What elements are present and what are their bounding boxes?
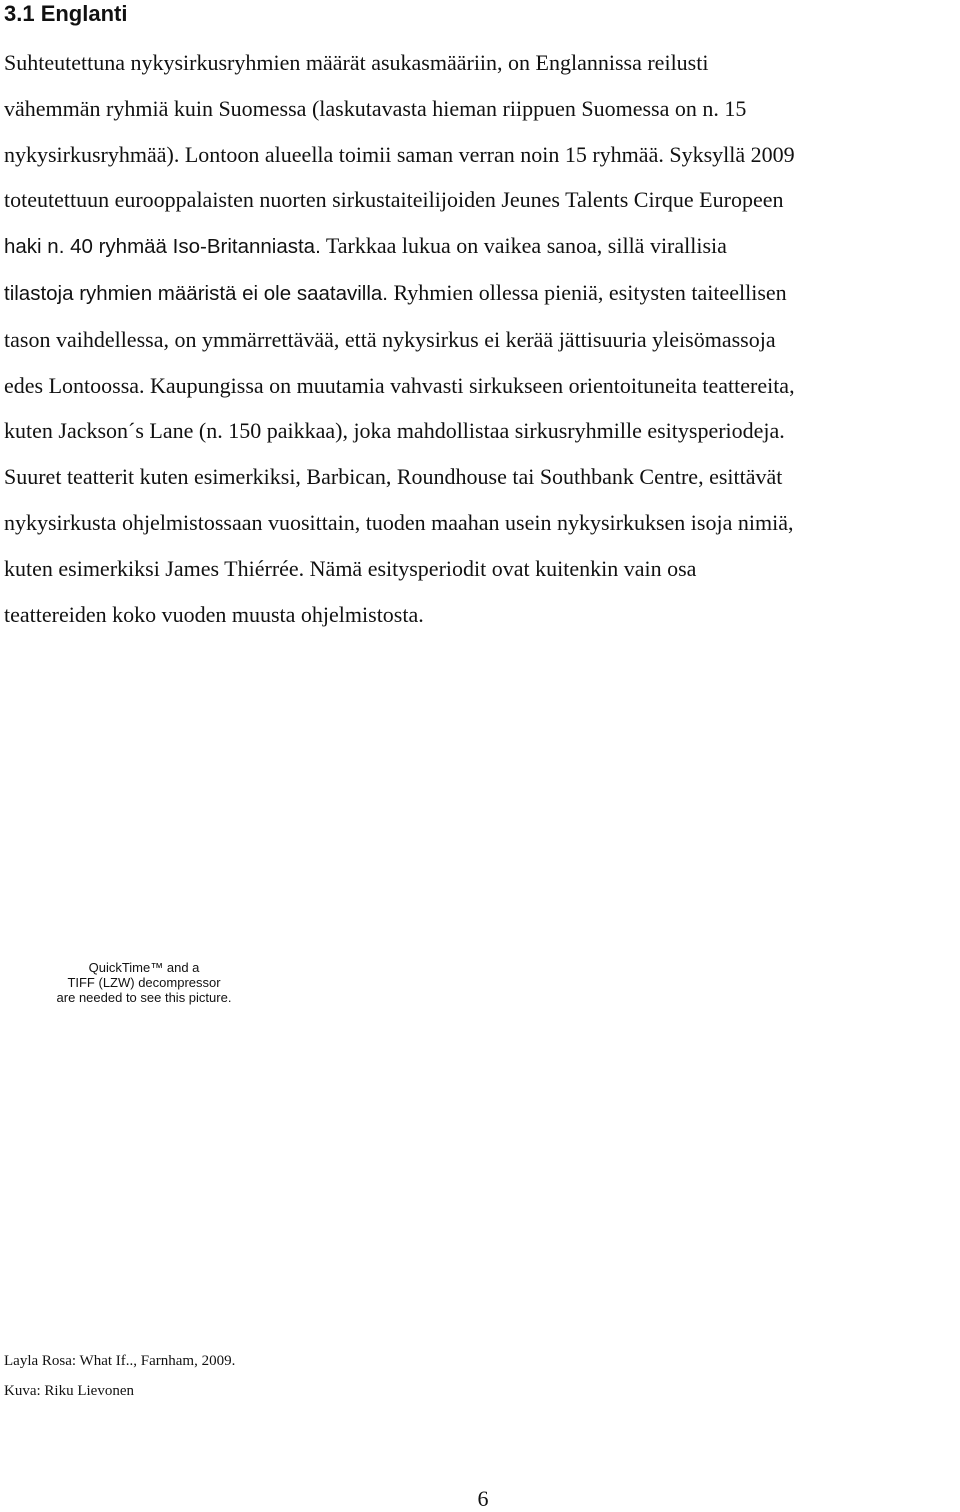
paragraph-line: vähemmän ryhmiä kuin Suomessa (laskutavasta hieman riippuen Suomessa on n. 15	[4, 95, 747, 121]
paragraph-line-serif-part: Ryhmien ollessa pieniä, esitysten taiteellisen	[387, 279, 787, 305]
paragraph-line: edes Lontoossa. Kaupungissa on muutamia vahvasti sirkukseen orientoituneita teattereita,	[4, 372, 795, 398]
image-credit-caption: Kuva: Riku Lievonen	[4, 1383, 134, 1399]
paragraph-line	[4, 270, 960, 317]
image-placeholder	[36, 960, 252, 1005]
body-paragraph	[4, 40, 960, 637]
image-placeholder-line: are needed to see this picture.	[56, 990, 232, 1005]
paragraph-line: toteutettuun eurooppalaisten nuorten sirkustaiteilijoiden Jeunes Talents Cirque Europeen	[4, 187, 784, 213]
paragraph-line-serif-part: Tarkkaa lukua on vaikea sanoa, sillä virallisia	[320, 233, 727, 259]
image-placeholder-line: TIFF (LZW) decompressor	[67, 975, 221, 990]
paragraph-line: teattereiden koko vuoden muusta ohjelmistosta.	[4, 601, 424, 627]
paragraph-line: Suhteutettuna nykysirkusryhmien määrät asukasmääriin, on Englannissa reilusti	[4, 50, 709, 75]
section-heading: 3.1 Englanti	[4, 1, 128, 26]
paragraph-line: Suuret teatterit kuten esimerkiksi, Barbican, Roundhouse tai Southbank Centre, esittävät	[4, 464, 783, 490]
paragraph-line-sans-part: tilastoja ryhmien määristä ei ole saatavilla.	[4, 281, 388, 305]
paragraph-line: tason vaihdellessa, on ymmärrettävää, että nykysirkus ei kerää jättisuuria yleisömassoja	[4, 326, 776, 352]
paragraph-line: nykysirkusryhmää). Lontoon alueella toimii saman verran noin 15 ryhmää. Syksyllä 2009	[4, 141, 795, 167]
paragraph-line: kuten Jackson´s Lane (n. 150 paikkaa), joka mahdollistaa sirkusryhmille esitysperiodeja.	[4, 418, 785, 444]
paragraph-line: nykysirkusta ohjelmistossaan vuosittain, tuoden maahan usein nykysirkuksen isoja nimiä,	[4, 509, 794, 535]
paragraph-line	[4, 223, 960, 270]
paragraph-line: kuten esimerkiksi James Thiérrée. Nämä esitysperiodit ovat kuitenkin vain osa	[4, 555, 697, 581]
image-source-caption: Layla Rosa: What If.., Farnham, 2009.	[4, 1353, 236, 1369]
page-number: 6	[477, 1486, 489, 1511]
paragraph-line-sans-part: haki n. 40 ryhmää Iso-Britanniasta.	[4, 235, 321, 259]
image-placeholder-line: QuickTime™ and a	[88, 960, 200, 975]
